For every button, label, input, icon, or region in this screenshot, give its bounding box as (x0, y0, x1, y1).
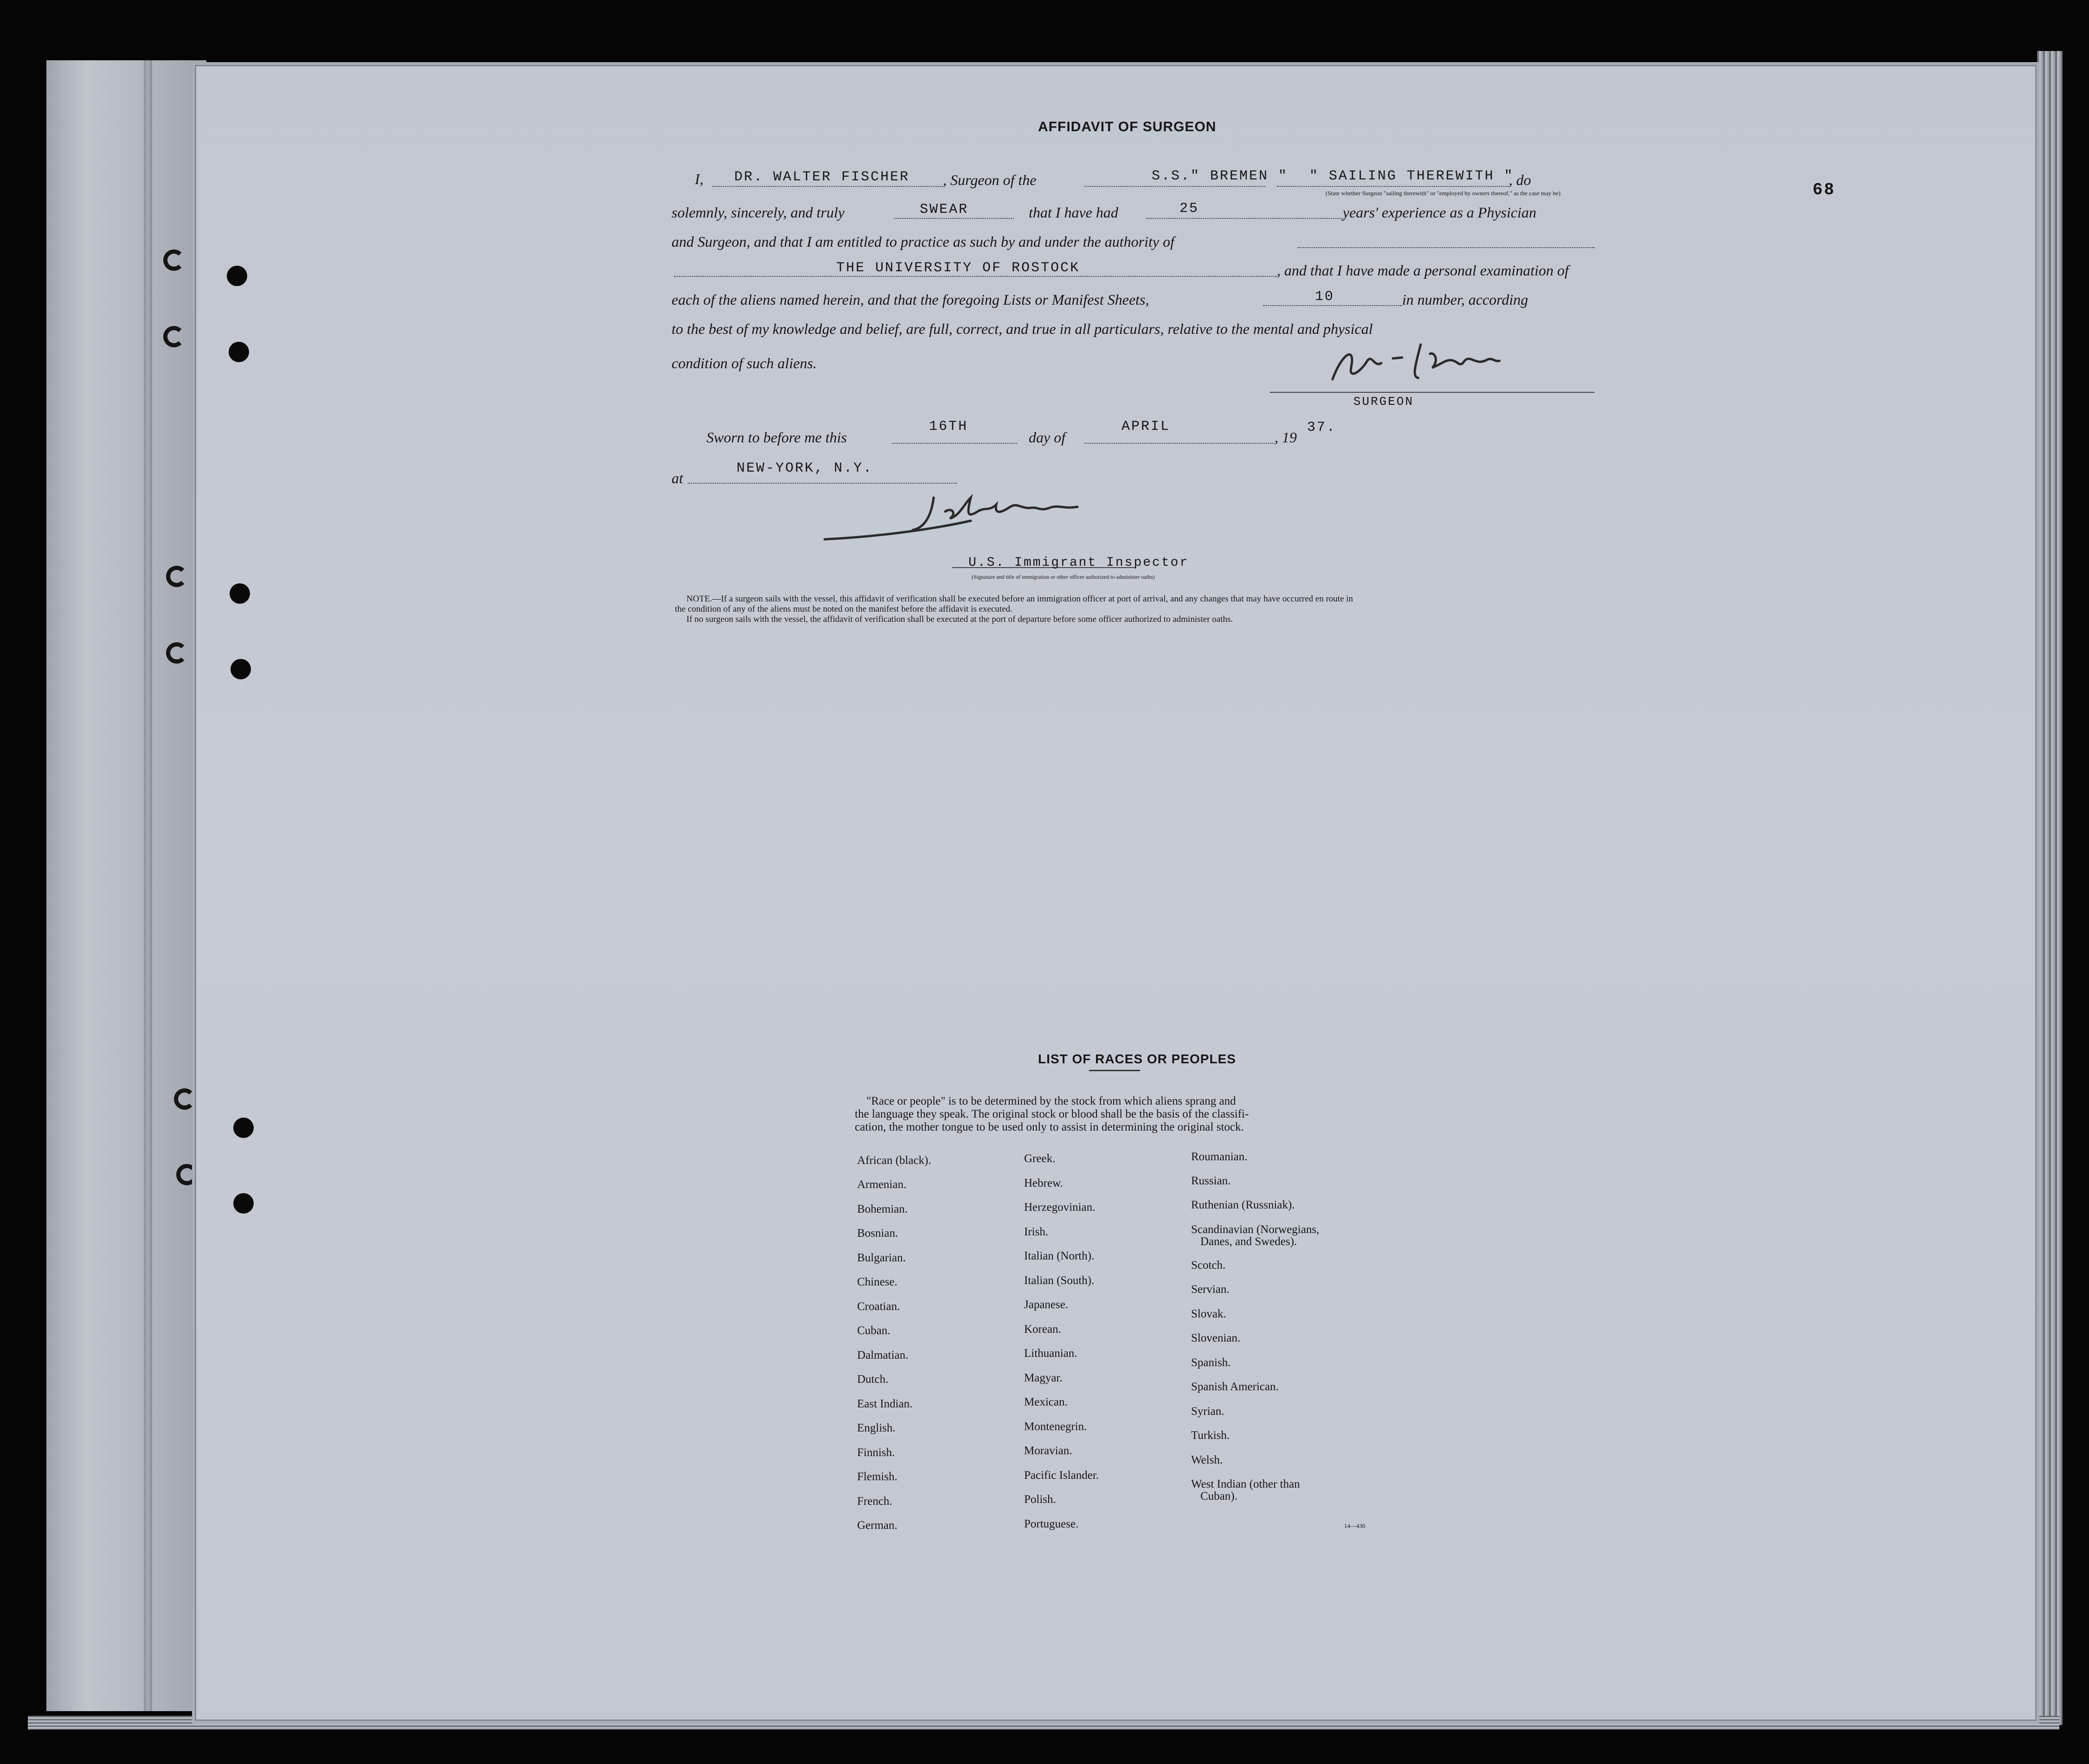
race-item: Korean. (1024, 1323, 1061, 1336)
fill-line (892, 443, 1017, 444)
race-item: Spanish American. (1191, 1381, 1279, 1393)
race-item: Scotch. (1191, 1259, 1226, 1272)
race-item: Slovenian. (1191, 1332, 1241, 1344)
surgeon-signature (1323, 335, 1574, 389)
binder-ring (163, 249, 185, 271)
race-item: East Indian. (857, 1398, 913, 1410)
race-item: French. (857, 1495, 892, 1508)
manifest-page (195, 65, 2037, 1721)
years-experience: 25 (1179, 201, 1199, 217)
race-item: Herzegovinian. (1024, 1201, 1096, 1214)
race-item: Welsh. (1191, 1454, 1223, 1466)
race-item: Polish. (1024, 1493, 1056, 1506)
race-item: Lithuanian. (1024, 1347, 1077, 1360)
fill-line (1298, 247, 1595, 248)
manifest-sheet-count: 10 (1315, 289, 1335, 305)
races-intro-2: the language they speak. The original stock or blood shall be the basis of the classifi- (855, 1108, 1249, 1120)
sworn-place: NEW-YORK, N.Y. (737, 460, 873, 476)
race-item: Scandinavian (Norwegians, (1191, 1223, 1320, 1236)
sworn-day: 16TH (929, 419, 968, 435)
inspector-signature (818, 484, 1152, 546)
affidavit-title: AFFIDAVIT OF SURGEON (1038, 119, 1217, 134)
race-item: Slovak. (1191, 1308, 1226, 1320)
race-item: Hebrew. (1024, 1177, 1063, 1189)
binding-strip (46, 60, 206, 1711)
races-title: LIST OF RACES OR PEOPLES (1038, 1052, 1236, 1066)
race-item: Mexican. (1024, 1396, 1068, 1408)
label-year-prefix: , 19 (1275, 429, 1297, 446)
fill-line (1146, 218, 1343, 219)
oath-type: SWEAR (920, 202, 969, 217)
punch-hole (233, 1118, 254, 1138)
fill-line (1277, 186, 1509, 187)
race-item: Dalmatian. (857, 1349, 909, 1361)
race-item: Portuguese. (1024, 1518, 1079, 1530)
inspector-note: (Signature and title of immigration or other officer authorized to administer oaths) (972, 574, 1155, 580)
label-personal-exam: , and that I have made a personal examination of (1277, 262, 1569, 279)
race-item: Chinese. (857, 1276, 897, 1288)
race-item: Magyar. (1024, 1372, 1063, 1384)
race-item: Russian. (1191, 1175, 1231, 1187)
binder-ring (174, 1088, 195, 1110)
label-best-knowledge: to the best of my knowledge and belief, are full, correct, and true in all particulars, relative to the mental and physical (672, 320, 1373, 337)
surgeon-label: SURGEON (1353, 395, 1414, 409)
label-years-experience: years' experience as a Physician (1343, 204, 1537, 221)
race-item: Ruthenian (Russniak). (1191, 1199, 1295, 1211)
licensing-authority: THE UNIVERSITY OF ROSTOCK (836, 260, 1080, 276)
race-item: Dutch. (857, 1373, 889, 1386)
race-item: Bulgarian. (857, 1252, 906, 1264)
sworn-year: 37. (1307, 420, 1337, 435)
label-solemnly: solemnly, sincerely, and truly (672, 204, 845, 221)
race-item: Moravian. (1024, 1444, 1072, 1457)
signature-line (1270, 392, 1595, 393)
race-item: Flemish. (857, 1470, 897, 1483)
race-item: Bohemian. (857, 1203, 908, 1215)
race-item: Italian (South). (1024, 1274, 1095, 1287)
note-line-1: NOTE.—If a surgeon sails with the vessel, this affidavit of verification shall be executed before an immigration officer at port of arrival, and any changes that may have occurred en route in (686, 594, 1353, 604)
sworn-month: APRIL (1121, 419, 1171, 435)
page-number: 68 (1813, 180, 1836, 199)
label-condition: condition of such aliens. (672, 355, 817, 371)
label-i: I, (695, 171, 704, 187)
note-line-3: If no surgeon sails with the vessel, the affidavit of verification shall be executed at the port of departure before some officer authorized to administer oaths. (686, 614, 1233, 624)
fill-line (1263, 305, 1402, 306)
races-title-rule (1089, 1070, 1140, 1071)
label-sworn: Sworn to before me this (706, 429, 847, 446)
race-item: English. (857, 1422, 896, 1434)
note-line-2: the condition of any of the aliens must be noted on the manifest before the affidavit is executed. (675, 604, 1012, 614)
label-in-number: in number, according (1402, 291, 1528, 308)
race-item: African (black). (857, 1154, 931, 1167)
race-item: Armenian. (857, 1178, 907, 1191)
race-item: Japanese. (1024, 1298, 1069, 1311)
race-item: Bosnian. (857, 1227, 898, 1240)
race-item: Montenegrin. (1024, 1420, 1087, 1433)
label-that-i-have-had: that I have had (1029, 204, 1118, 221)
punch-hole (227, 266, 247, 286)
fill-line (894, 218, 1014, 219)
race-item: Turkish. (1191, 1429, 1230, 1442)
label-surgeon-of-the: , Surgeon of the (943, 172, 1037, 188)
race-item: Servian. (1191, 1283, 1230, 1296)
label-day-of: day of (1029, 429, 1066, 446)
label-do: , do (1509, 172, 1531, 188)
race-item: German. (857, 1519, 897, 1532)
race-item: Cuban. (857, 1324, 891, 1337)
punch-hole (231, 659, 251, 679)
punch-hole (230, 583, 250, 604)
sailing-note: (State whether Surgeon "sailing therewith" or "employed by owners thereof," as the case may be) (1326, 190, 1561, 197)
binder-ring (163, 326, 185, 347)
race-item: Croatian. (857, 1300, 900, 1313)
binder-ring (166, 642, 187, 664)
label-each-of-aliens: each of the aliens named herein, and that the foregoing Lists or Manifest Sheets, (672, 291, 1149, 308)
race-item: Greek. (1024, 1152, 1056, 1165)
fill-line (1084, 443, 1275, 444)
punch-hole (229, 342, 249, 362)
surgeon-name: DR. WALTER FISCHER (734, 169, 910, 185)
race-item: Danes, and Swedes). (1200, 1235, 1297, 1248)
race-item: Finnish. (857, 1446, 895, 1459)
sailing-status: " SAILING THEREWITH " (1309, 168, 1514, 184)
binder-ring (166, 566, 187, 587)
fill-line (712, 186, 943, 187)
race-item: Syrian. (1191, 1405, 1224, 1418)
punch-hole (233, 1193, 254, 1214)
fill-line (1084, 186, 1265, 187)
ship-name: S.S." BREMEN " (1152, 168, 1288, 184)
race-item: Irish. (1024, 1226, 1049, 1238)
race-item: Italian (North). (1024, 1250, 1095, 1262)
race-item: Pacific Islander. (1024, 1469, 1099, 1482)
form-code: 14—430 (1344, 1522, 1365, 1529)
races-intro-1: "Race or people" is to be determined by the stock from which aliens sprang and (866, 1095, 1236, 1107)
race-item: Spanish. (1191, 1356, 1231, 1369)
label-at: at (672, 470, 683, 486)
race-item: Cuban). (1200, 1490, 1237, 1502)
page-edge-right (2037, 51, 2063, 1725)
label-and-surgeon: and Surgeon, and that I am entitled to practice as such by and under the authority of (672, 233, 1174, 250)
races-intro-3: cation, the mother tongue to be used only to assist in determining the original stock. (855, 1121, 1244, 1133)
race-item: West Indian (other than (1191, 1478, 1300, 1490)
race-item: Roumanian. (1191, 1150, 1248, 1163)
fill-line (674, 276, 1277, 277)
inspector-title: U.S. Immigrant Inspector (968, 556, 1189, 570)
